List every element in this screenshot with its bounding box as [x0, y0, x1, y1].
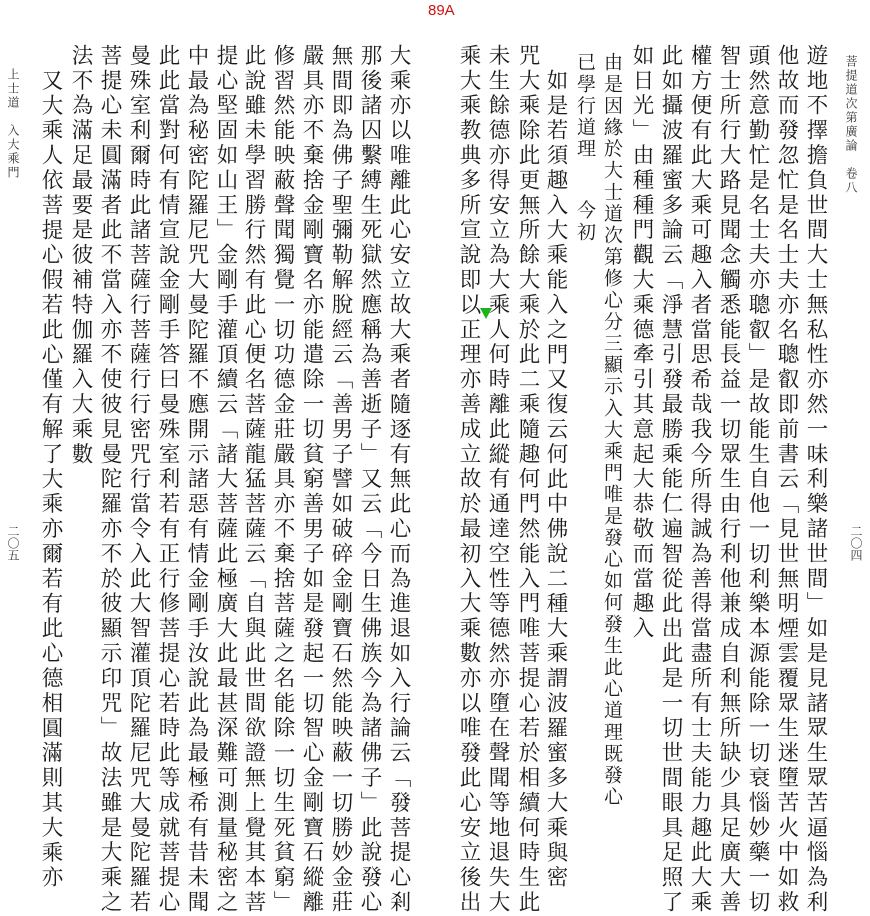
section-heading: 由是因緣於大士道次第修心分三顯示入大乘門唯是發心如何發生此心道理既發心: [601, 52, 623, 808]
section-heading-continued: [571, 52, 599, 612]
text-column: 曼殊室利爾時此諸菩薩行菩薩行行密咒行當令入此大智灌頂陀羅尼咒大曼陀羅若: [126, 44, 151, 916]
running-head: 上士道 入大乘門: [6, 68, 20, 180]
text-column: 又大乘人依菩提心假若此心僅有解了大乘亦爾若有此心德相圓滿則其大乘亦: [38, 69, 63, 891]
text-column: 權方便有此大乘可趣入者當思希哉我今所得誠為善得當盡所有士夫能力趣此大乘: [687, 44, 712, 916]
text-column: 中最為秘密陀羅尼咒大曼陀羅不應開示諸惡有情金剛手汝說此為最極希有昔未聞: [184, 44, 209, 916]
text-column: 此如攝波羅蜜多論云「淨慧引發最勝乘能仁遍智從此出此是一切世間眼具足照了: [658, 44, 683, 916]
text-column: 嚴具亦不棄捨金剛寶名亦能遣除一切貧窮善男子如是發起一切智心金剛寶石縱離: [299, 44, 324, 916]
page-number: 二〇四: [849, 525, 863, 561]
text-column: 此此當對何有情宣說金剛手答曰曼殊室利若有正行修菩提心若時此等成就菩提心: [155, 44, 180, 916]
text-column: 乘大乘教典多所宣說即以正理亦善成立故於最初入大乘數亦以唯發此心安立後出: [456, 44, 481, 916]
text-column: 大乘亦以唯離此心安立故大乘者隨逐有無此心而為進退如入行論云「發菩提心剎: [386, 44, 411, 916]
text-column: 咒大乘除此更無所餘大乘於此二乘隨趣何門然能入門唯菩提心若於相續何時生此: [515, 44, 540, 916]
text-column: 法不為滿足最要是彼補特伽羅入大乘數: [68, 44, 93, 468]
page-number: 二〇五: [6, 525, 20, 561]
text-column: 他故而發忽忙是名士夫亦名聰叡即前書云「見世無明煙雲覆眾生迷墮苦火中如救: [774, 44, 799, 916]
sheet-id-label: 89A: [428, 2, 455, 19]
text-column: 菩提心未圓滿者此不當入亦不使彼見曼陀羅亦不於彼顯示印咒」故法雖是大乘之: [97, 44, 122, 916]
heading-text: 已學行道理: [574, 52, 596, 160]
text-column: 如日光」由種種門觀大乘德牽引其意起大恭敬而當趣入: [629, 44, 654, 642]
text-column: 智士所行大路見聞念觸悉能長益一切眾生由行利他兼成自利無所缺少具足廣大善: [716, 44, 741, 916]
text-column: 那後諸囚繫縛生死獄然應稱為善逝子」又云「今日生佛族今為諸佛子」此說發心: [357, 44, 382, 916]
text-column: 如是若須趣入大乘能入之門又復云何此中佛說二種大乘謂波羅蜜多大乘與密: [543, 69, 568, 891]
running-head: 菩提道次第廣論 卷八: [844, 55, 858, 195]
text-column: 遊地不擇擔負世間大士無私性亦然一味利樂諸世間」如是見諸眾生眾苦逼惱為利: [803, 44, 828, 916]
text-column: 頭然意勤忙是名士夫亦聰叡」是故能生自他一切利樂本源能除一切衰惱妙藥一切: [745, 44, 770, 916]
text-column: 提心堅固如山王」金剛手灌頂續云「諸大菩薩此極廣大此最甚深難可測量秘密之: [213, 44, 238, 916]
subsection-label: 今初: [574, 200, 596, 244]
text-column: 此說雖未學習勝行然有此心便名菩薩龍猛菩薩云「自與此世間欲證無上覺其本菩: [241, 44, 266, 916]
text-column: 無間即為佛子聖彌勒解脫經云「善男子譬如破碎金剛寶石然能映蔽一切勝妙金莊: [328, 44, 353, 916]
text-column: 修習然能映蔽聲聞獨覺一切功德金莊嚴具亦不棄捨菩薩之名能除一切生死貧窮」: [270, 44, 295, 916]
text-column: 未生餘德亦得安立為大乘人何時離此縱有通達空性等德然亦墮在聲聞等地退失大: [485, 44, 510, 916]
right-page: [435, 0, 870, 916]
